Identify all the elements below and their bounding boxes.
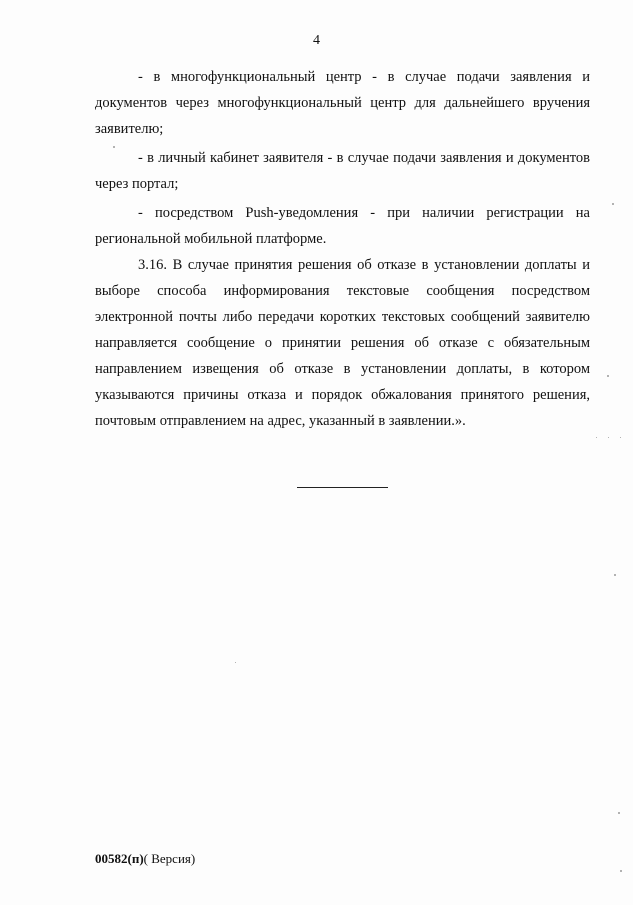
scan-speck <box>618 812 620 814</box>
document-version: ( Версия) <box>143 851 196 866</box>
scan-speck <box>608 437 609 438</box>
scan-speck <box>113 146 115 148</box>
scan-speck <box>614 574 616 576</box>
scan-speck <box>607 375 609 377</box>
document-footer <box>95 851 195 867</box>
scan-speck <box>612 203 614 205</box>
document-code: 00582(п) <box>95 851 144 866</box>
page-number: 4 <box>313 33 320 48</box>
list-item-mfc: - в многофункциональный центр - в случае подачи заявления и документов через многофункциональный центр для дальнейшего вручения заявителю; <box>95 69 590 137</box>
scan-speck <box>235 662 236 663</box>
end-divider-line <box>297 487 388 488</box>
scan-speck <box>620 437 621 438</box>
clause-3-16: 3.16. В случае принятия решения об отказе в установлении доплаты и выборе способа информирования текстовые сообщения посредством электронной почты либо передачи коротких текстовых сообщений заявителю направляется сообщение о принятии решения об отказе с обязательным направлением извещения об отказе в установлении доплаты, в котором указываются причины отказа и порядок обжалования принятого решения, почтовым отправлением на адрес, указанный в заявлении.». <box>95 257 590 429</box>
list-item-personal-cabinet: - в личный кабинет заявителя - в случае подачи заявления и документов через портал; <box>95 150 590 192</box>
scan-speck <box>596 437 597 438</box>
document-body <box>95 64 590 434</box>
scan-speck <box>620 870 622 872</box>
list-item-push-notification: - посредством Push-уведомления - при наличии регистрации на региональной мобильной платформе. <box>95 205 590 247</box>
